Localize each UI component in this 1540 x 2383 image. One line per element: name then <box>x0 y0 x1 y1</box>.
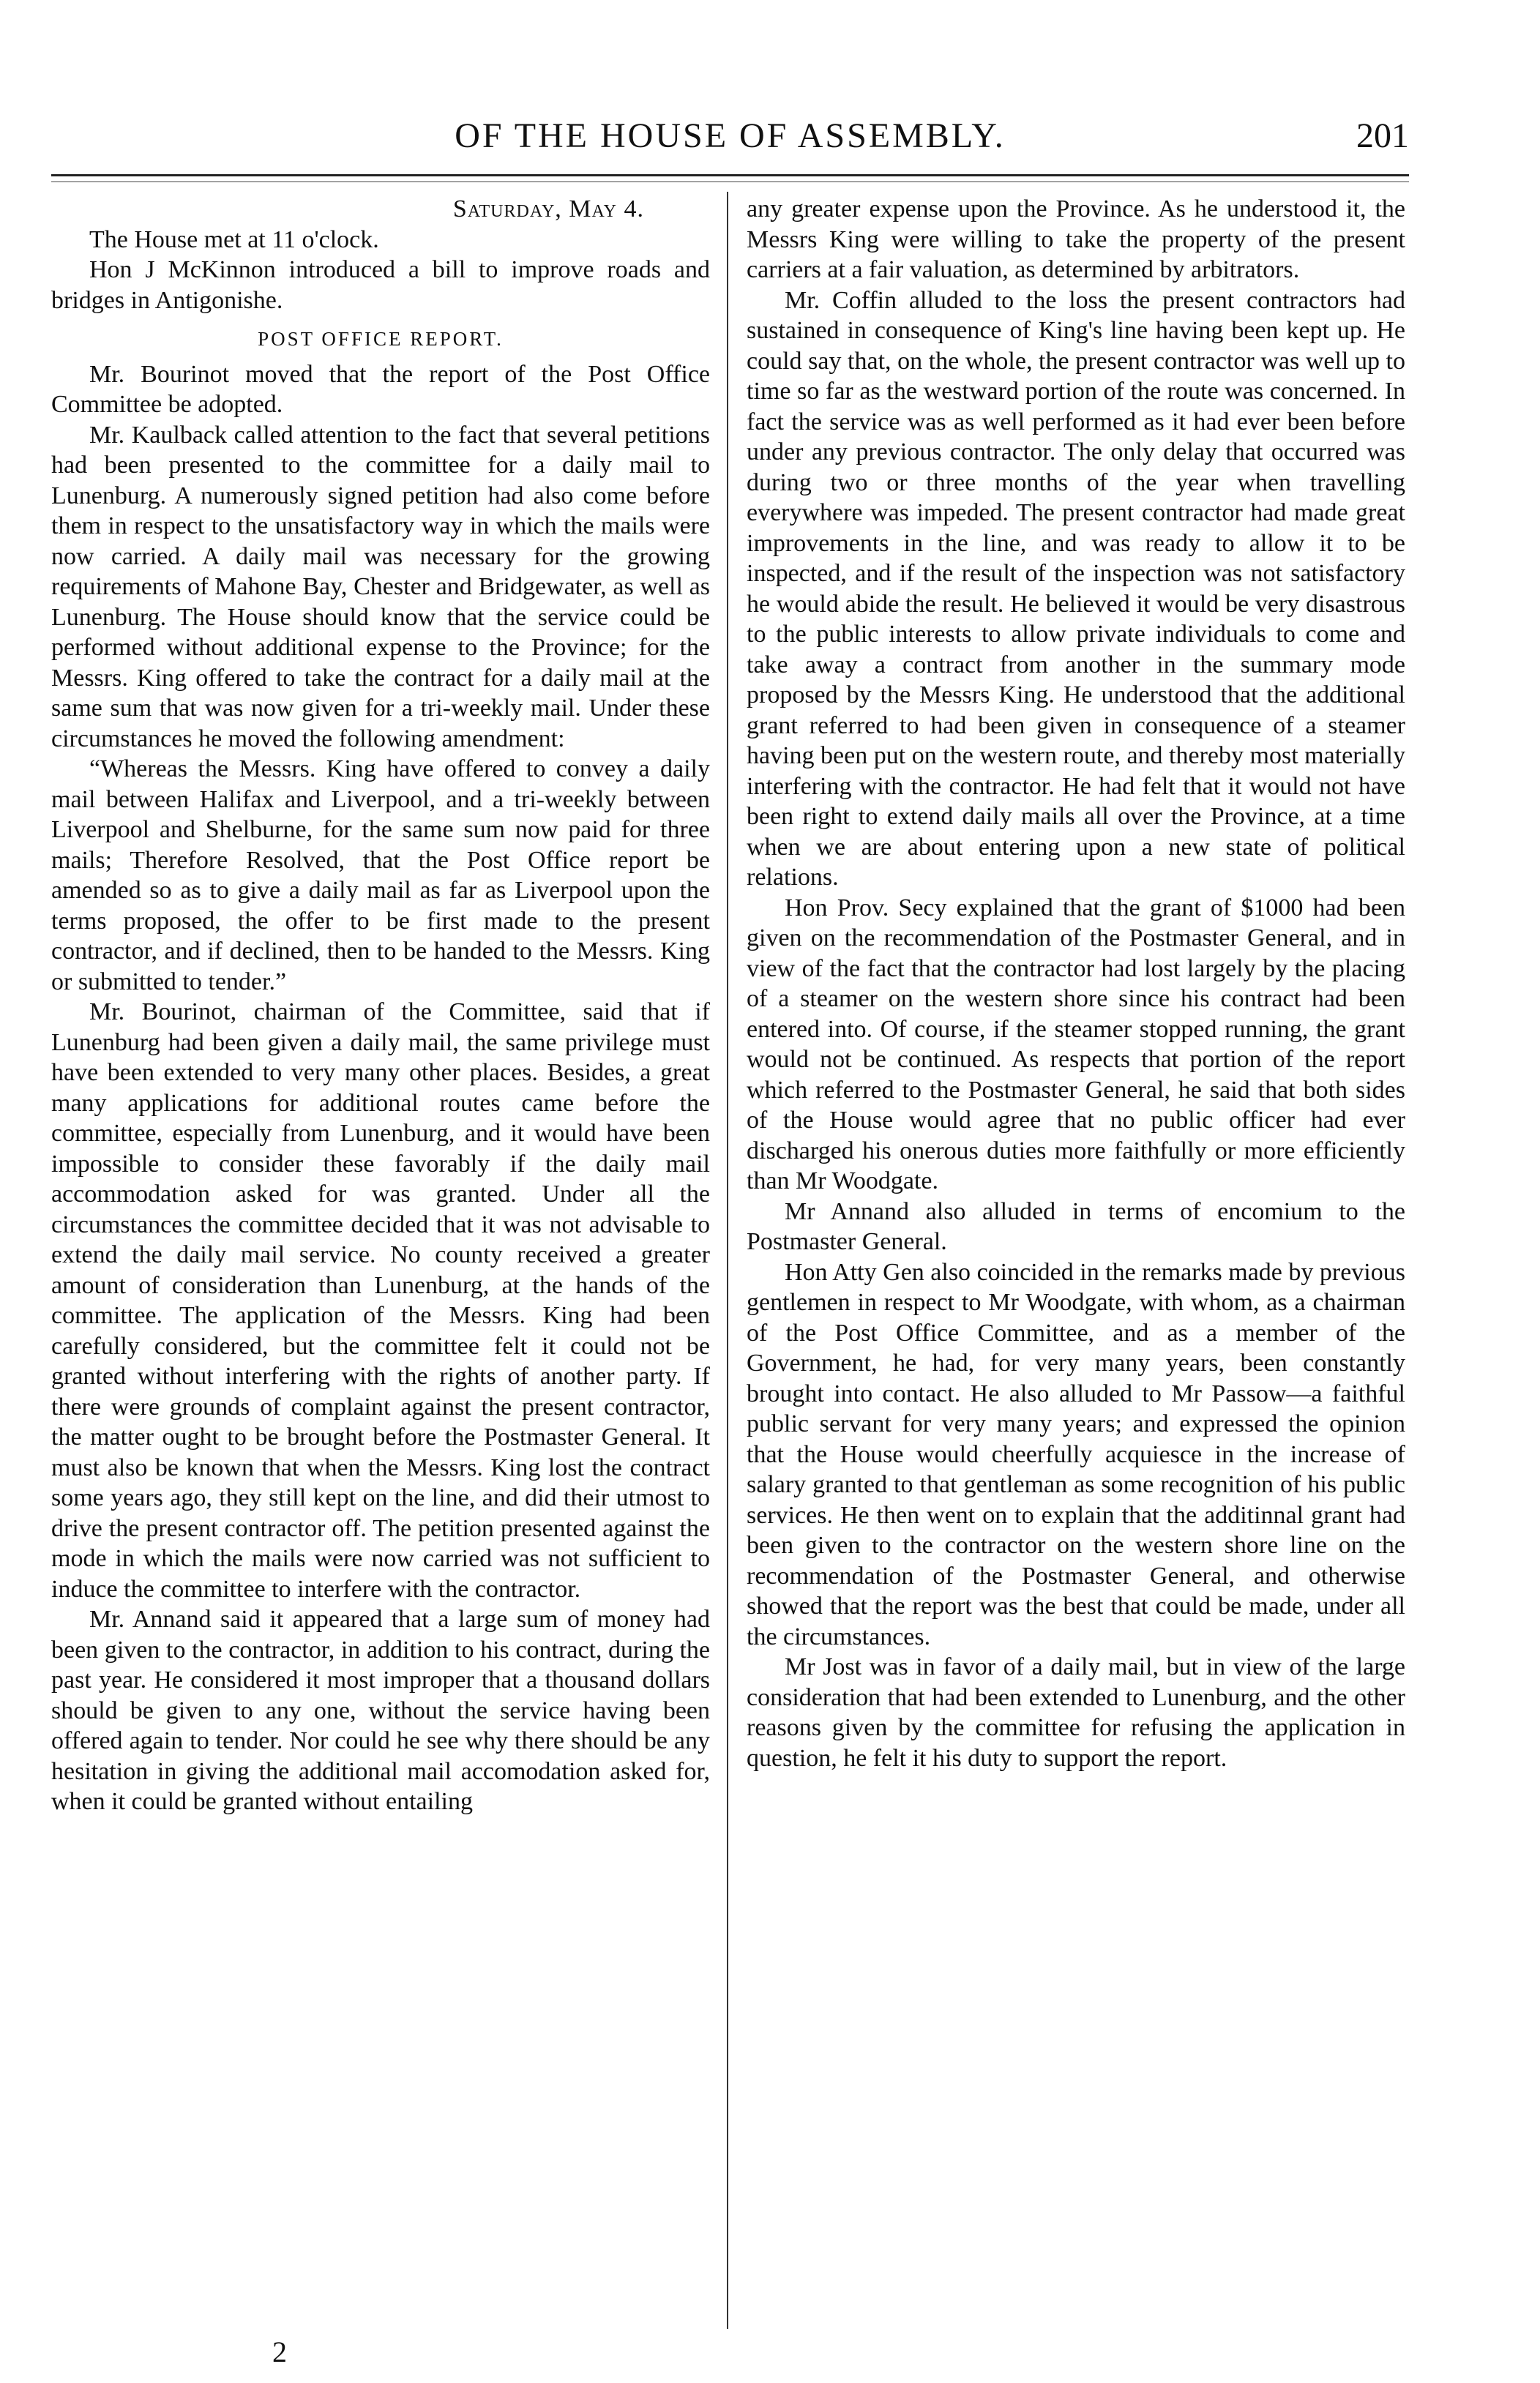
right-column <box>747 194 1405 2331</box>
header-rule <box>51 174 1409 176</box>
paragraph: Mr. Coffin alluded to the loss the present contractors had sustained in consequence of King's line having been kept up. He could say that, on the whole, the present contractor was well up to time so far as the westward portion of the route was concerned. In fact the service was as well performed as it had ever been before under any previous contractor. The only delay that occurred was during two or three months of the year when travelling everywhere was impeded. The present contractor had made great improvements in the line, and was ready to allow it to be inspected, and if the result of the inspection was not satisfactory he would abide the result. He believed it would be very disastrous to the public interests to allow private individuals to come and take away a contract from another in the summary mode proposed by the Messrs King. He understood that the additional grant referred to had been given in consequence of a steamer having been put on the western route, and thereby most materially interfering with the contractor. He had felt that it would not have been right to extend daily mails all over the Province, at a time when we are about entering upon a new state of political relations. <box>747 286 1405 891</box>
paragraph: Hon Prov. Secy explained that the grant of $1000 had been given on the recommendation of the Postmaster General, and in view of the fact that the contractor had lost largely by the placing of a steamer on the western shore since his contract had been entered into. Of course, if the steamer stopped running, the grant would not be continued. As respects that portion of the report which referred to the Postmaster General, he said that both sides of the House would agree that no public officer had ever discharged his onerous duties more faithfully or more efficiently than Mr Woodgate. <box>747 894 1405 1194</box>
paragraph: Hon Atty Gen also coincided in the remarks made by previous gentlemen in respect to Mr Woodgate, with whom, as a chairman of the Post Office Committee, and as a member of the Government, he had, for very many years, been constantly brought into contact. He also alluded to Mr Passow—a faithful public servant for very many years; and expressed the opinion that the House would cheerfully acquiesce in the increase of salary granted to that gentleman as some recognition of his public services. He then went on to explain that the additinnal grant had been given to the contractor on the western shore line on the recommendation of the Postmaster General, and otherwise showed that the report was the best that could be made, under all the circumstances. <box>747 1258 1405 1650</box>
page-header <box>51 110 1409 161</box>
paragraph: Mr. Annand said it appeared that a large sum of money had been given to the contractor, in addition to his contract, during the past year. He considered it most improper that a thousand dollars should be given to any one, without the service having been offered again to tender. Nor could he see why there should be any hesitation in giving the additional mail accomodation asked for, when it could be granted without entailing <box>51 1606 710 1815</box>
paragraph: Mr Annand also alluded in terms of encomium to the Postmaster General. <box>747 1197 1405 1255</box>
paragraph: The House met at 11 o'clock. <box>89 225 379 253</box>
paragraph: Mr Jost was in favor of a daily mail, but in view of the large consideration that had been extended to Lunenburg, and the other reasons given by the committee for refusing the application in question, he felt it his duty to support the report. <box>747 1653 1405 1772</box>
paragraph: Mr. Kaulback called attention to the fact that several petitions had been presented to the committee for a daily mail to Lunenburg. A numerously signed petition had also come before them in respect to the unsatisfactory way in which the mails were now carried. A daily mail was necessary for the growing requirements of Mahone Bay, Chester and Bridgewater, as well as Lunenburg. The House should know that the service could be performed without additional expense to the Province; for the Messrs. King offered to take the contract for a daily mail at the same sum that was now given for a tri-weekly mail. Under these circumstances he moved the following amendment: <box>51 421 710 752</box>
paragraph: any greater expense upon the Province. As he understood it, the Messrs King were willing to take the property of the present carriers at a fair valuation, as determined by arbitrators. <box>747 195 1405 283</box>
section-heading: POST OFFICE REPORT. <box>258 328 504 350</box>
page-number: 201 <box>1356 116 1409 155</box>
sitting-date: Saturday, May 4. <box>452 195 644 222</box>
paragraph: Mr. Bourinot moved that the report of the Post Office Committee be adopted. <box>51 360 710 418</box>
column-divider <box>727 192 728 2329</box>
amendment-quote: “Whereas the Messrs. King have offered to convey a daily mail between Halifax and Liverpool, and a tri-weekly between Liverpool and Shelburne, for the same sum now paid for three mails; Therefore Resolved, that the Post Office report be amended so as to give a daily mail as far as Liverpool upon the terms proposed, the offer to be first made to the present contractor, and if declined, then to be handed to the Messrs. King or submitted to tender.” <box>51 755 710 995</box>
signature-mark: 2 <box>272 2335 287 2368</box>
paragraph: Mr. Bourinot, chairman of the Committee, said that if Lunenburg had been given a daily mail, the same privilege must have been extended to very many other places. Besides, a great many applications for additional routes came before the committee, especially from Lunenburg, and it would have been impossible to consider these favorably if the daily mail accommodation asked for was granted. Under all the circumstances the committee decided that it was not advisable to extend the daily mail service. No county received a greater amount of consideration than Lunenburg, at the hands of the committee. The application of the Messrs. King had been carefully considered, but the committee felt it could not be granted without interfering with the rights of another party. If there were grounds of complaint against the present contractor, the matter ought to be brought before the Postmaster General. It must also be known that when the Messrs. King lost the contract some years ago, they still kept on the line, and did their utmost to drive the present contractor off. The petition presented against the mode in which the mails were now carried was not sufficient to induce the committee to interfere with the contractor. <box>51 998 710 1603</box>
running-head: OF THE HOUSE OF ASSEMBLY. <box>455 116 1006 155</box>
paragraph: Hon J McKinnon introduced a bill to improve roads and bridges in Antigonishe. <box>51 256 710 314</box>
left-column <box>51 194 710 2331</box>
